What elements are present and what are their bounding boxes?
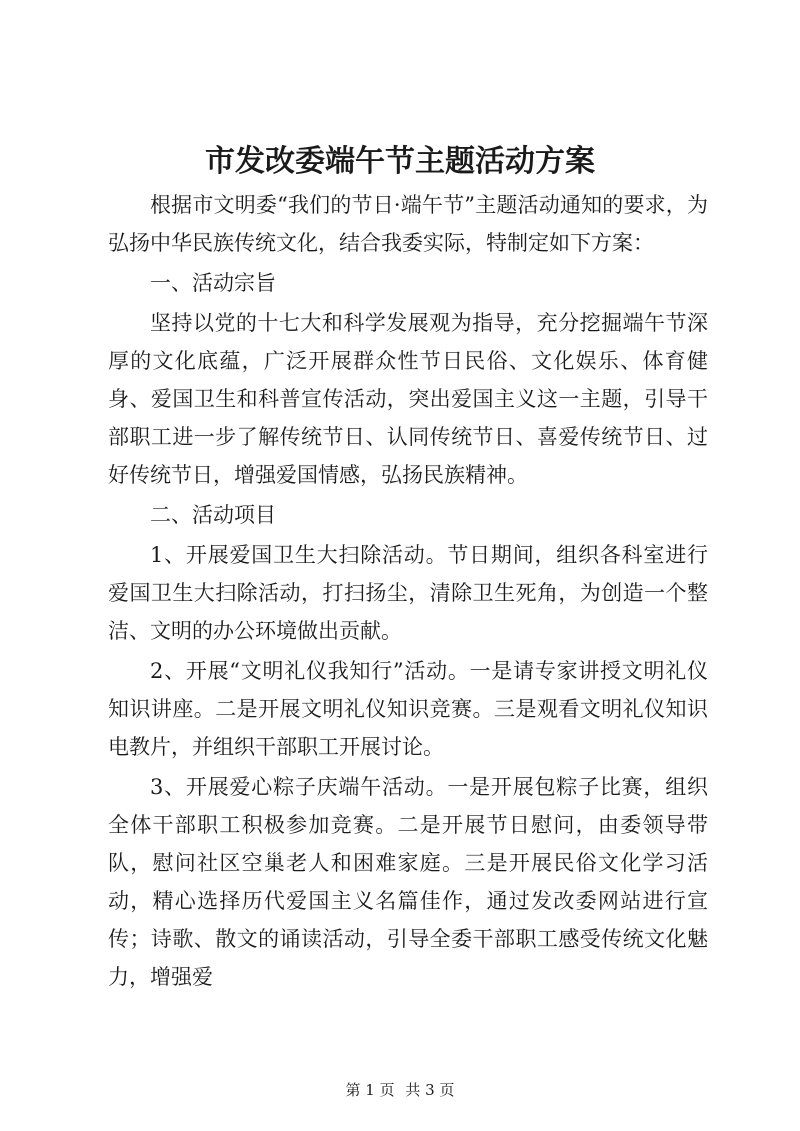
purpose-paragraph: 坚持以党的十七大和科学发展观为指导，充分挖掘端午节深厚的文化底蕴，广泛开展群众性节日民俗、文化娱乐、体育健身、爱国卫生和科普宣传活动，突出爱国主义这一主题，引导干部职工进一步了解传统节日、认同传统节日、喜爱传统节日、过好传统节日，增强爱国情感，弘扬民族精神。 (108, 311, 708, 487)
section-heading-activities: 二、活动项目 (150, 503, 276, 527)
document-body (108, 186, 708, 998)
intro-paragraph: 根据市文明委“我们的节日·端午节”主题活动通知的要求，为弘扬中华民族传统文化，结合我委实际，特制定如下方案： (108, 193, 708, 255)
page-number: 第 1 页 (345, 1081, 395, 1099)
activity-item-2: 2、开展“文明礼仪我知行”活动。一是请专家讲授文明礼仪知识讲座。二是开展文明礼仪知识竞赛。三是观看文明礼仪知识电教片，并组织干部职工开展讨论。 (108, 659, 708, 759)
document-title: 市发改委端午节主题活动方案 (205, 144, 595, 179)
page-footer (0, 1080, 800, 1100)
activity-item-3: 3、开展爱心粽子庆端午活动。一是开展包粽子比赛，组织全体干部职工积极参加竞赛。二是开展节日慰问，由委领导带队，慰问社区空巢老人和困难家庭。三是开展民俗文化学习活动，精心选择历代爱国主义名篇佳作，通过发改委网站进行宣传；诗歌、散文的诵读活动，引导全委干部职工感受传统文化魅力，增强爱 (108, 775, 708, 989)
section-heading-purpose: 一、活动宗旨 (150, 271, 276, 295)
page-total: 共 3 页 (405, 1081, 455, 1099)
activity-item-1: 1、开展爱国卫生大扫除活动。节日期间，组织各科室进行爱国卫生大扫除活动，打扫扬尘，清除卫生死角，为创造一个整洁、文明的办公环境做出贡献。 (108, 543, 708, 643)
